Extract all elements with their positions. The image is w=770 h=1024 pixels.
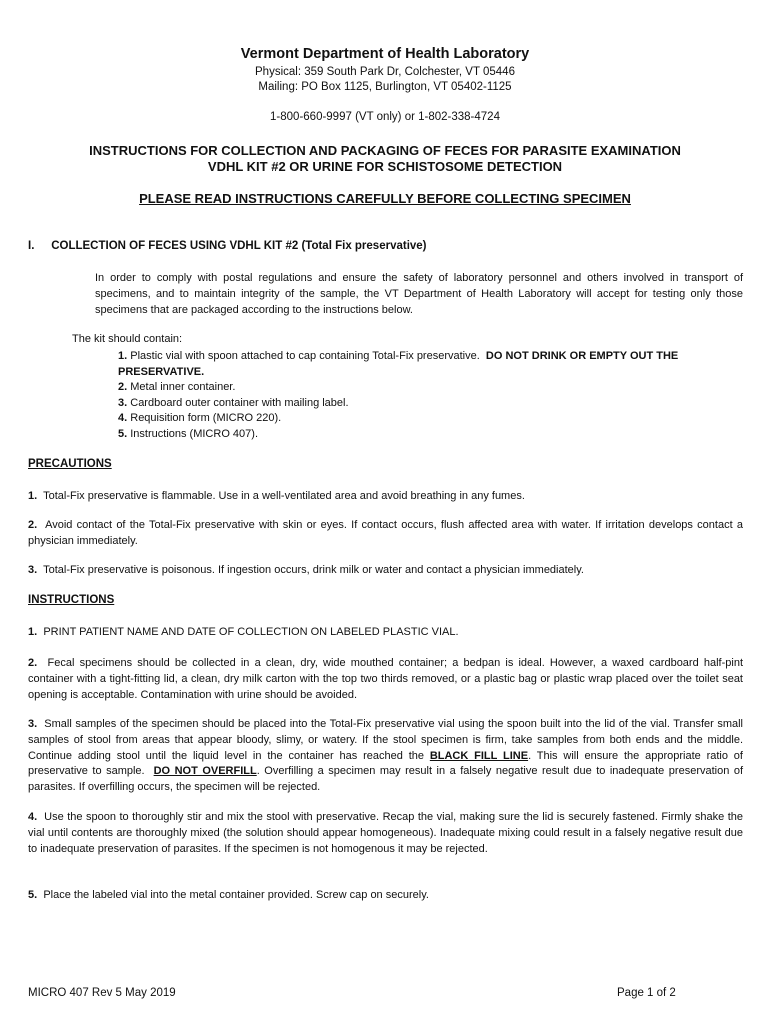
mailing-address: Mailing: PO Box 1125, Burlington, VT 05402-1125 [258, 81, 512, 93]
instruction-item: 4. Use the spoon to thoroughly stir and mix the stool with preservative. Recap the vial, making sure the lid is securely fastened. Firmly shake the vial until contents are thoroughly mixed (the solution should appear homogeneous). Inadequate mixing could result in a falsely negative result due to inadequate preservation of parasites. If the specimen is not homogenous it may be rejected. [28, 811, 743, 855]
instructions-heading: INSTRUCTIONS [28, 594, 115, 606]
precaution-item: 3. Total-Fix preservative is poisonous. If ingestion occurs, drink milk or water and contact a physician immediately. [28, 564, 584, 576]
black-fill-line-emphasis: BLACK FILL LINE [429, 749, 529, 762]
list-item: 4. Requisition form (MICRO 220). [118, 412, 282, 425]
instruction-item: 5. Place the labeled vial into the metal container provided. Screw cap on securely. [28, 889, 429, 901]
precaution-item: 1. Total-Fix preservative is flammable. Use in a well-ventilated area and avoid breathing in any fumes. [28, 490, 525, 502]
section-number: I. [28, 240, 35, 252]
list-item: 3. Cardboard outer container with mailing label. [118, 396, 349, 409]
document-title-line-2: VDHL KIT #2 OR URINE FOR SCHISTOSOME DETECTION [207, 159, 563, 174]
kit-contents-list [118, 349, 738, 443]
list-item: 5. Instructions (MICRO 407). [118, 427, 259, 440]
warning-text: DO NOT DRINK OR EMPTY OUT THE PRESERVATIVE. [118, 350, 679, 378]
precautions-heading: PRECAUTIONS [28, 458, 112, 470]
intro-paragraph: In order to comply with postal regulations and ensure the safety of laboratory personnel and others involved in transport of specimens, and to maintain integrity of the sample, the VT Department of Health Laboratory will accept for testing only those specimens that are packaged according to the instructions below. [95, 272, 743, 316]
list-item: 2. Metal inner container. [118, 381, 236, 394]
page-number: Page 1 of 2 [617, 987, 676, 999]
section-title: COLLECTION OF FECES USING VDHL KIT #2 (Total Fix preservative) [51, 240, 427, 252]
form-identifier: MICRO 407 Rev 5 May 2019 [28, 987, 176, 999]
section-heading [28, 240, 427, 252]
precaution-item: 2. Avoid contact of the Total-Fix preservative with skin or eyes. If contact occurs, flush affected area with water. If irritation develops contact a physician immediately. [28, 519, 743, 547]
document-title-line-1: INSTRUCTIONS FOR COLLECTION AND PACKAGING OF FECES FOR PARASITE EXAMINATION [89, 143, 681, 158]
do-not-overfill-emphasis: DO NOT OVERFILL [153, 765, 257, 778]
phone-numbers: 1-800-660-9997 (VT only) or 1-802-338-4724 [270, 111, 500, 123]
read-instructions-notice: PLEASE READ INSTRUCTIONS CAREFULLY BEFORE COLLECTING SPECIMEN [139, 191, 631, 206]
lab-name: Vermont Department of Health Laboratory [240, 46, 530, 62]
kit-contents-lead: The kit should contain: [72, 333, 183, 345]
instruction-item: 1. PRINT PATIENT NAME AND DATE OF COLLECTION ON LABELED PLASTIC VIAL. [28, 626, 459, 638]
list-item: 1. Plastic vial with spoon attached to cap containing Total-Fix preservative. DO NOT DRINK OR EMPTY OUT THE PRESERVATIVE. [118, 350, 679, 378]
physical-address: Physical: 359 South Park Dr, Colchester, VT 05446 [255, 66, 515, 78]
instruction-item: 2. Fecal specimens should be collected in a clean, dry, wide mouthed container; a bedpan is ideal. However, a waxed cardboard half-pint container with a tight-fitting lid, a clean, dry milk carton with the top two thirds removed, or a plastic bag or plastic wrap placed over the toilet seat opening is acceptable. Contamination with urine should be avoided. [28, 657, 743, 701]
instruction-item: 3. Small samples of the specimen should be placed into the Total-Fix preservative vial using the spoon built into the lid of the vial. Transfer small samples of stool from areas that appear bloody, slimy, or watery. If the stool specimen is firm, take samples from both ends and the middle. Continue adding stool until the liquid level in the container has reached the BLACK FILL LINE. This will ensure the appropriate ratio of preservative to sample. DO NOT OVERFILL. Overfilling a specimen may result in a falsely negative result due to inadequate preservation of parasites. If overfilling occurs, the specimen will be rejected. [28, 718, 743, 794]
